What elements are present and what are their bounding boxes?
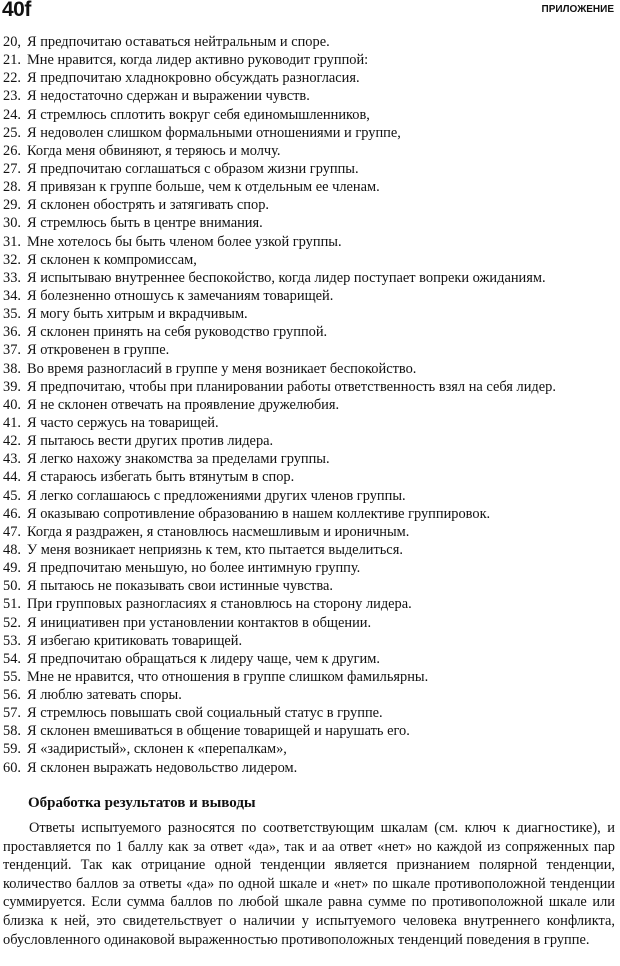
item-text: Мне нравится, когда лидер активно руководит группой: [27,52,369,69]
item-number: 37. [3,342,21,359]
item-number: 44. [3,469,21,486]
list-item [3,432,617,450]
body-paragraph: Ответы испытуемого разносятся по соответствующим шкалам (см. ключ к диагностике), и проставляется по 1 баллу как за ответ «да», так и аа ответ «нет» но каждой из сопряженных пар тенденций. Так как отрицание одной тенденции является признанием полярной тенденции, количество баллов за ответы «да» по одной шкале и «нет» по шкале противоположной тенденции суммируется. Если сумма баллов по любой шкале равна сумме по противоположной шкале или близка к ней, это свидетельствует о наличии у испытуемого человека внутреннего конфликта, обусловленного одинаковой выраженностью противоположных тенденций поведения в группе. [3,820,615,948]
list-item [3,124,617,142]
item-text: Я часто сержусь на товарищей. [27,414,219,431]
list-item [3,323,617,341]
item-text: Я предпочитаю хладнокровно обсуждать разногласия. [27,70,360,87]
list-item [3,51,617,69]
item-number: 40. [3,396,21,413]
item-number: 36. [3,324,21,341]
list-item [3,33,617,51]
list-item [3,740,617,758]
item-number: 31. [3,233,21,250]
item-number: 41. [3,414,21,431]
list-item [3,759,617,777]
item-text: Я оказываю сопротивление образованию в нашем коллективе группировок. [27,505,491,522]
list-item [3,178,617,196]
item-number: 22. [3,70,21,87]
item-number: 60. [3,759,21,776]
list-item [3,341,617,359]
item-text: У меня возникает неприязнь к тем, кто пытается выделиться. [27,541,403,558]
item-number: 55. [3,668,21,685]
item-text: Когда меня обвиняют, я теряюсь и молчу. [27,142,281,159]
list-item [3,704,617,722]
item-text: Я предпочитаю оставаться нейтральным и споре. [27,34,330,50]
list-item [3,668,617,686]
item-number: 21. [3,52,21,69]
item-text: Я легко нахожу знакомства за пределами группы. [27,451,330,468]
list-item [3,142,617,160]
item-text: Я предпочитаю обращаться к лидеру чаще, чем к другим. [27,650,380,667]
list-item [3,614,617,632]
item-number: 42. [3,433,21,450]
list-item [3,87,617,105]
item-text: Я склонен принять на себя руководство группой. [27,324,328,341]
list-item [3,577,617,595]
item-number: 48. [3,541,21,558]
list-item [3,541,617,559]
item-number: 52. [3,614,21,631]
item-text: Я «задиристый», склонен к «перепалкам», [27,741,287,758]
list-item [3,523,617,541]
item-text: Я пытаюсь не показывать свои истинные чувства. [27,578,334,595]
page-number: 40f [2,0,31,21]
item-text: Я стараюсь избегать быть втянутым в спор. [27,469,295,486]
item-text: Я не склонен отвечать на проявление дружелюбия. [27,396,340,413]
list-item [3,269,617,287]
item-number: 53. [3,632,21,649]
item-text: Во время разногласий в группе у меня возникает беспокойство. [27,360,417,377]
list-item [3,287,617,305]
list-item [3,251,617,269]
list-item [3,559,617,577]
list-item [3,69,617,87]
item-text: Я испытываю внутреннее беспокойство, когда лидер поступает вопреки ожиданиям. [27,269,546,286]
page-header [0,0,620,30]
item-text: Я легко соглашаюсь с предложениями других членов группы. [27,487,406,504]
list-item [3,505,617,523]
item-number: 23. [3,88,21,105]
running-head: ПРИЛОЖЕНИЕ [541,4,614,15]
item-text: Я недостаточно сдержан и выражении чувств. [27,88,310,105]
item-number: 25. [3,124,21,141]
item-text: Я стремлюсь повышать свой социальный статус в группе. [27,705,383,722]
item-number: 45. [3,487,21,504]
item-number: 59. [3,741,21,758]
list-item [3,214,617,232]
item-text: Я недоволен слишком формальными отношениями и группе, [27,124,401,141]
item-number: 26. [3,142,21,159]
item-number: 39. [3,378,21,395]
item-number: 56. [3,687,21,704]
item-number: 32. [3,251,21,268]
list-item [3,396,617,414]
list-item [3,632,617,650]
item-number: 47. [3,523,21,540]
item-text: Мне хотелось бы быть членом более узкой группы. [27,233,342,250]
item-number: 46. [3,505,21,522]
list-item [3,378,617,396]
results-section [3,819,615,949]
item-number: 51. [3,596,21,613]
item-number: 27. [3,160,21,177]
list-item [3,595,617,613]
list-item [3,722,617,740]
item-text: Я стремлюсь сплотить вокруг себя единомышленников, [27,106,370,123]
questionnaire-items [3,33,617,777]
item-number: 24. [3,106,21,123]
list-item [3,305,617,323]
item-number: 38. [3,360,21,377]
item-number: 43. [3,451,21,468]
item-text: Я склонен обострять и затягивать спор. [27,197,269,214]
section-heading: Обработка результатов и выводы [28,795,256,811]
item-text: Я склонен вмешиваться в общение товарищей и нарушать его. [27,723,410,740]
item-number: 33. [3,269,21,286]
list-item [3,468,617,486]
item-number: 54. [3,650,21,667]
list-item [3,414,617,432]
item-text: Я склонен к компромиссам, [27,251,197,268]
item-number: 29. [3,197,21,214]
list-item [3,360,617,378]
item-text: Я предпочитаю меньшую, но более интимную группу. [27,560,361,577]
item-number: 57. [3,705,21,722]
item-number: 34. [3,287,21,304]
item-text: При групповых разногласиях я становлюсь на сторону лидера. [27,596,412,613]
item-text: Я предпочитаю соглашаться с образом жизни группы. [27,160,359,177]
item-text: Я предпочитаю, чтобы при планировании работы ответственность взял на себя лидер. [27,378,556,395]
item-text: Я привязан к группе больше, чем к отдельным ее членам. [27,179,380,196]
list-item [3,160,617,178]
list-item [3,196,617,214]
list-item [3,686,617,704]
item-number: 50. [3,578,21,595]
item-text: Я болезненно отношусь к замечаниям товарищей. [27,287,334,304]
item-text: Я люблю затевать споры. [27,687,182,704]
item-text: Когда я раздражен, я становлюсь насмешливым и ироничным. [27,523,410,540]
item-text: Я пытаюсь вести других против лидера. [27,433,274,450]
item-text: Я откровенен в группе. [27,342,170,359]
item-text: Я избегаю критиковать товарищей. [27,632,243,649]
item-number: 30. [3,215,21,232]
item-number: 35. [3,306,21,323]
item-text: Я склонен выражать недовольство лидером. [27,759,298,776]
item-text: Я стремлюсь быть в центре внимания. [27,215,263,232]
item-number: 20, [3,34,21,50]
item-text: Я инициативен при установлении контактов в общении. [27,614,372,631]
item-text: Я могу быть хитрым и вкрадчивым. [27,306,248,323]
item-number: 49. [3,560,21,577]
list-item [3,450,617,468]
list-item [3,650,617,668]
list-item [3,487,617,505]
item-text: Мне не нравится, что отношения в группе слишком фамильярны. [27,668,429,685]
list-item [3,233,617,251]
item-number: 28. [3,179,21,196]
list-item [3,106,617,124]
item-number: 58. [3,723,21,740]
